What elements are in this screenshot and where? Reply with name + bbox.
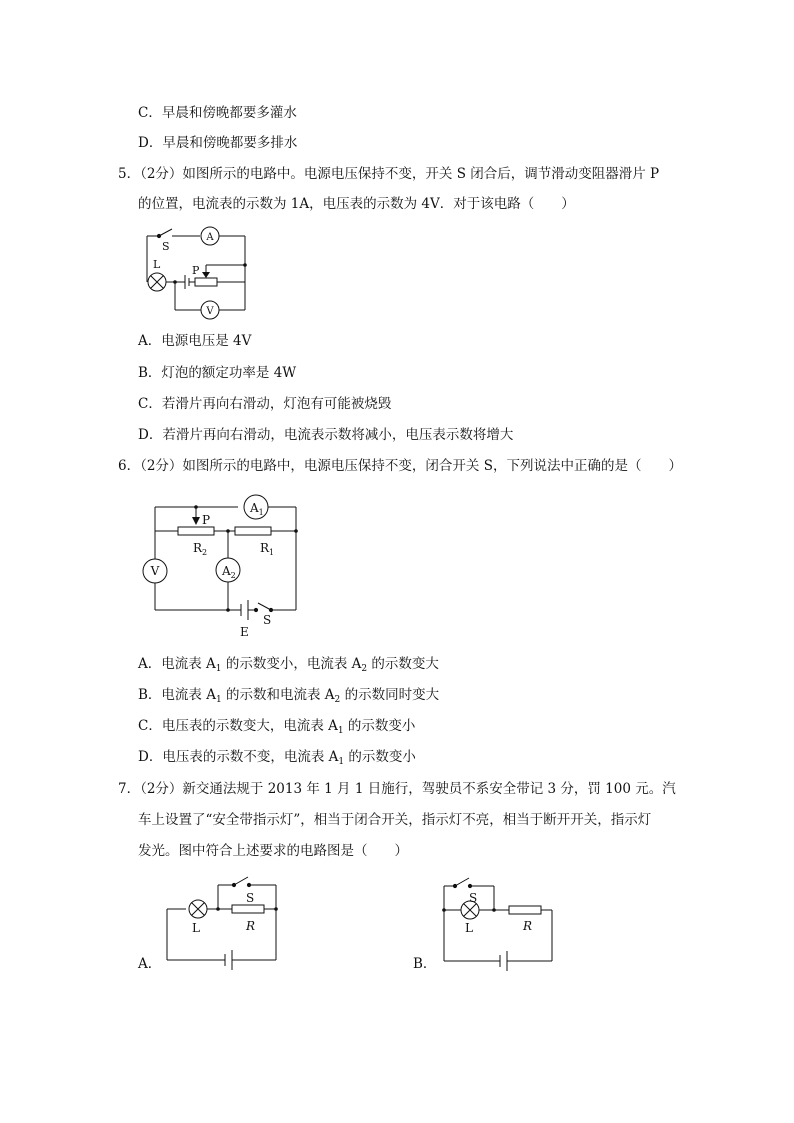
q7-b-switch-label: S — [469, 891, 478, 905]
q5-option-a: A．电源电压是 4V — [138, 333, 252, 349]
q7-stem-line3: 发光。图中符合上述要求的电路图是（ ） — [138, 843, 408, 859]
q7-option-a-label: A． — [138, 956, 162, 972]
q5-ammeter-label: A — [206, 232, 214, 243]
q5-lamp-label: L — [153, 258, 161, 271]
q7-b-resistor-label: R — [523, 919, 533, 933]
q5-option-d: D．若滑片再向右滑动，电流表示数将减小，电压表示数将增大 — [138, 427, 514, 443]
q6-ammeter-a2-label: $A_2$ — [222, 564, 236, 580]
q6-option-b: B．电流表 $A_1$ 的示数和电流表 $A_2$ 的示数同时变大 — [138, 687, 440, 705]
q5-circuit-diagram — [140, 222, 260, 322]
q7-option-a-circuit — [160, 872, 290, 972]
q5-option-b: B．灯泡的额定功率是 4W — [138, 365, 297, 381]
q7-stem-line1: 7．（2分）新交通法规于 2013 年 1 月 1 日施行，驾驶员不系安全带记 3 分，罚 100 元。汽 — [118, 781, 676, 797]
q6-switch-label: S — [263, 613, 272, 627]
q6-voltmeter-label: V — [150, 564, 160, 578]
q7-option-b-circuit — [437, 872, 567, 972]
q7-option-b-label: B． — [413, 956, 437, 972]
q7-a-switch-label: S — [246, 891, 255, 905]
q6-option-d: D．电压表的示数不变，电流表 $A_1$ 的示数变小 — [138, 749, 416, 767]
q6-battery-label: E — [240, 625, 249, 639]
q6-option-c: C．电压表的示数变大，电流表 $A_1$ 的示数变小 — [138, 718, 416, 736]
q5-switch-label: S — [162, 240, 170, 253]
q6-circuit-diagram — [138, 490, 308, 640]
q6-r1-label: $R_1$ — [260, 541, 275, 557]
q6-stem: 6．（2分）如图所示的电路中，电源电压保持不变，闭合开关 S，下列说法中正确的是（ ） — [118, 458, 682, 474]
q7-a-lamp-label: L — [192, 921, 200, 935]
q5-stem-line2: 的位置，电流表的示数为 1A，电压表的示数为 4V．对于该电路（ ） — [138, 196, 575, 212]
q7-stem-line2: 车上设置了“安全带指示灯”，相当于闭合开关，指示灯不亮，相当于断开开关，指示灯 — [138, 812, 652, 828]
q7-a-resistor-label: R — [246, 919, 256, 933]
q5-option-c: C．若滑片再向右滑动，灯泡有可能被烧毁 — [138, 396, 392, 412]
q6-slider-label: P — [202, 513, 211, 527]
q4-option-d: D．早晨和傍晚都要多排水 — [138, 135, 298, 151]
q5-stem-line1: 5．（2分）如图所示的电路中。电源电压保持不变，开关 S 闭合后，调节滑动变阻器滑片 P — [118, 166, 660, 182]
q7-b-lamp-label: L — [465, 921, 473, 935]
q6-ammeter-a1-label: $A_1$ — [250, 501, 264, 517]
q5-slider-label: P — [192, 264, 200, 277]
q5-voltmeter-label: V — [206, 306, 214, 317]
q6-r2-label: $R_2$ — [193, 541, 208, 557]
q4-option-c: C．早晨和傍晚都要多灌水 — [138, 105, 297, 121]
q6-option-a: A．电流表 $A_1$ 的示数变小，电流表 $A_2$ 的示数变大 — [138, 656, 439, 674]
